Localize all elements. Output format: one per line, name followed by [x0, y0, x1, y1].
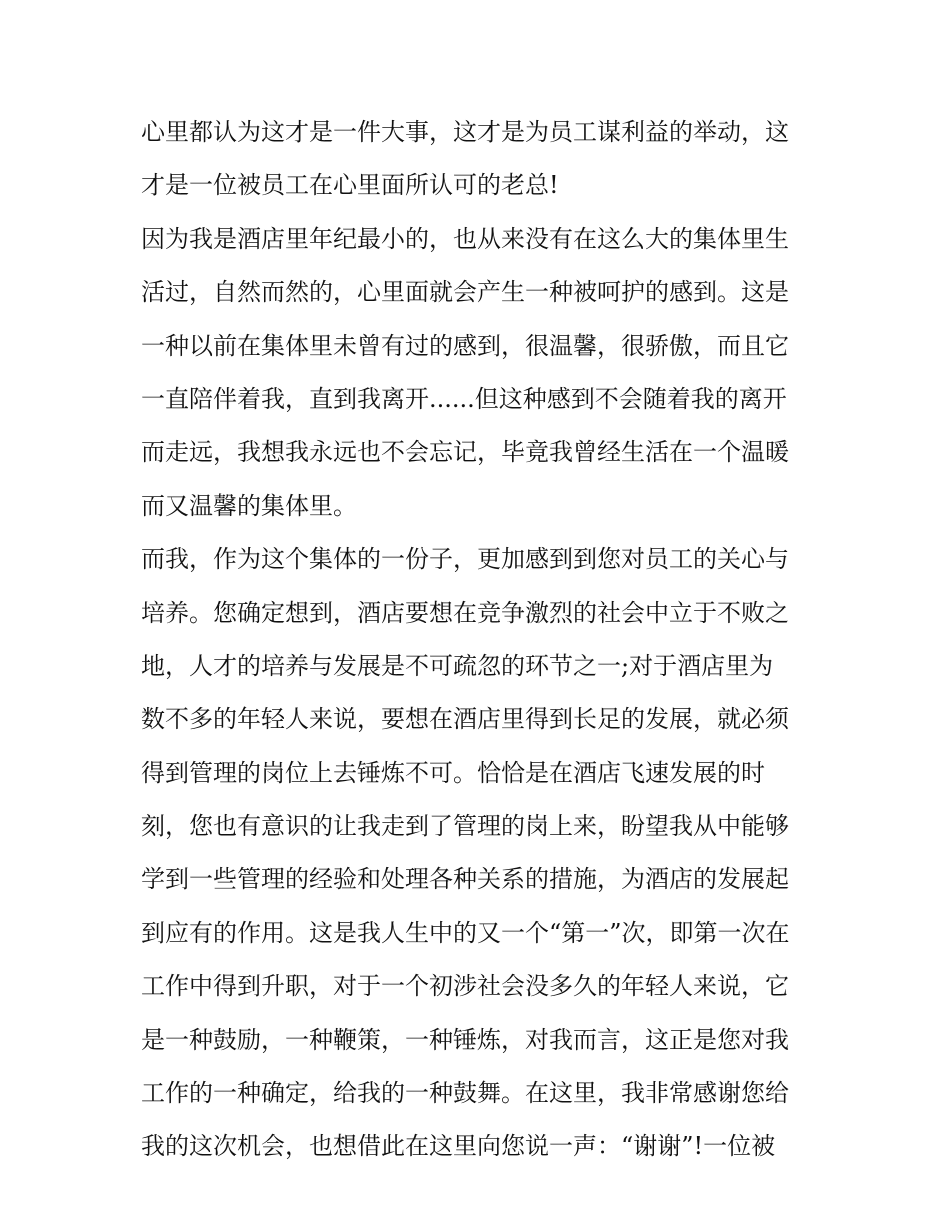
- text-line-6: 一直陪伴着我，直到我离开......但这种感到不会随着我的离开: [141, 384, 787, 413]
- text-line-4: 活过，自然而然的，心里面就会产生一种被呵护的感到。这是: [141, 278, 789, 307]
- text-line-15: 学到一些管理的经验和处理各种关系的措施，为酒店的发展起: [141, 865, 789, 894]
- text-line-13: 得到管理的岗位上去锤炼不可。恰恰是在酒店飞速发展的时: [141, 758, 765, 787]
- text-line-1: 心里都认为这才是一件大事，这才是为员工谋利益的举动，这: [141, 118, 789, 146]
- document-body: [141, 111, 821, 1167]
- text-line-8: 而又温馨的集体里。: [141, 491, 357, 520]
- text-line-9: 而我，作为这个集体的一份子，更加感到到您对员工的关心与: [141, 545, 789, 574]
- text-line-18: 是一种鼓励，一种鞭策，一种锤炼，对我而言，这正是您对我: [141, 1025, 789, 1054]
- text-line-20: 我的这次机会，也想借此在这里向您说一声：“谢谢”!一位被: [141, 1132, 776, 1161]
- text-line-10: 培养。您确定想到，酒店要想在竞争激烈的社会中立于不败之: [141, 598, 789, 627]
- text-line-2: 才是一位被员工在心里面所认可的老总!: [141, 171, 559, 200]
- text-line-12: 数不多的年轻人来说，要想在酒店里得到长足的发展，就必须: [141, 705, 789, 734]
- text-line-5: 一种以前在集体里未曾有过的感到，很温馨，很骄傲，而且它: [141, 331, 789, 360]
- text-line-11: 地，人才的培养与发展是不可疏忽的环节之一;对于酒店里为: [141, 651, 774, 680]
- text-line-7: 而走远，我想我永远也不会忘记，毕竟我曾经生活在一个温暖: [141, 438, 789, 467]
- text-line-3: 因为我是酒店里年纪最小的，也从来没有在这么大的集体里生: [141, 224, 789, 253]
- text-line-17: 工作中得到升职，对于一个初涉社会没多久的年轻人来说，它: [141, 972, 789, 1001]
- text-line-16: 到应有的作用。这是我人生中的又一个“第一”次，即第一次在: [141, 918, 790, 947]
- text-line-19: 工作的一种确定，给我的一种鼓舞。在这里，我非常感谢您给: [141, 1079, 789, 1108]
- text-line-14: 刻，您也有意识的让我走到了管理的岗上来，盼望我从中能够: [141, 812, 789, 841]
